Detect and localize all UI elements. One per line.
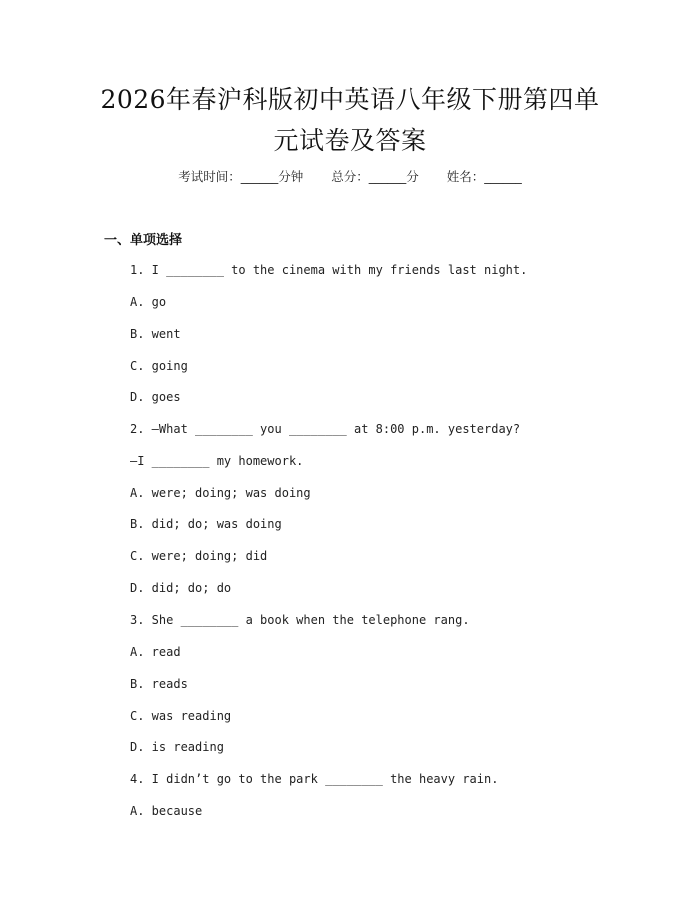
exam-time: 考试时间：______分钟 (178, 169, 304, 184)
question-3-option-a: A. read (130, 645, 181, 659)
question-1-option-b: B. went (130, 327, 181, 341)
question-4-option-a: A. because (130, 804, 203, 818)
question-2-option-b: B. did; do; was doing (130, 517, 282, 531)
question-2-stem: 2. —What ________ you ________ at 8:00 p.m. yesterday? (130, 422, 521, 436)
question-1-option-a: A. go (130, 295, 167, 309)
exam-meta (0, 167, 700, 185)
section-heading-single-choice: 一、单项选择 (104, 233, 183, 248)
question-3-stem: 3. She ________ a book when the telephone rang. (130, 613, 470, 627)
question-1-option-d: D. goes (130, 390, 181, 404)
student-name: 姓名：______ (446, 169, 522, 184)
question-4-stem: 4. I didn’t go to the park ________ the heavy rain. (130, 772, 499, 786)
question-1-stem: 1. I ________ to the cinema with my friends last night. (130, 263, 528, 277)
page-title-line-1: 2026年春沪科版初中英语八年级下册第四单 (100, 85, 600, 114)
question-3-option-d: D. is reading (130, 740, 224, 754)
question-3-option-b: B. reads (130, 677, 188, 691)
question-2-stem-reply: —I ________ my homework. (130, 454, 304, 468)
question-3-option-c: C. was reading (130, 709, 232, 723)
question-2-option-a: A. were; doing; was doing (130, 486, 311, 500)
exam-total-score: 总分：______分 (331, 169, 419, 184)
question-1-option-c: C. going (130, 359, 188, 373)
question-2-option-c: C. were; doing; did (130, 549, 268, 563)
page-title-line-2: 元试卷及答案 (273, 126, 427, 155)
question-2-option-d: D. did; do; do (130, 581, 232, 595)
